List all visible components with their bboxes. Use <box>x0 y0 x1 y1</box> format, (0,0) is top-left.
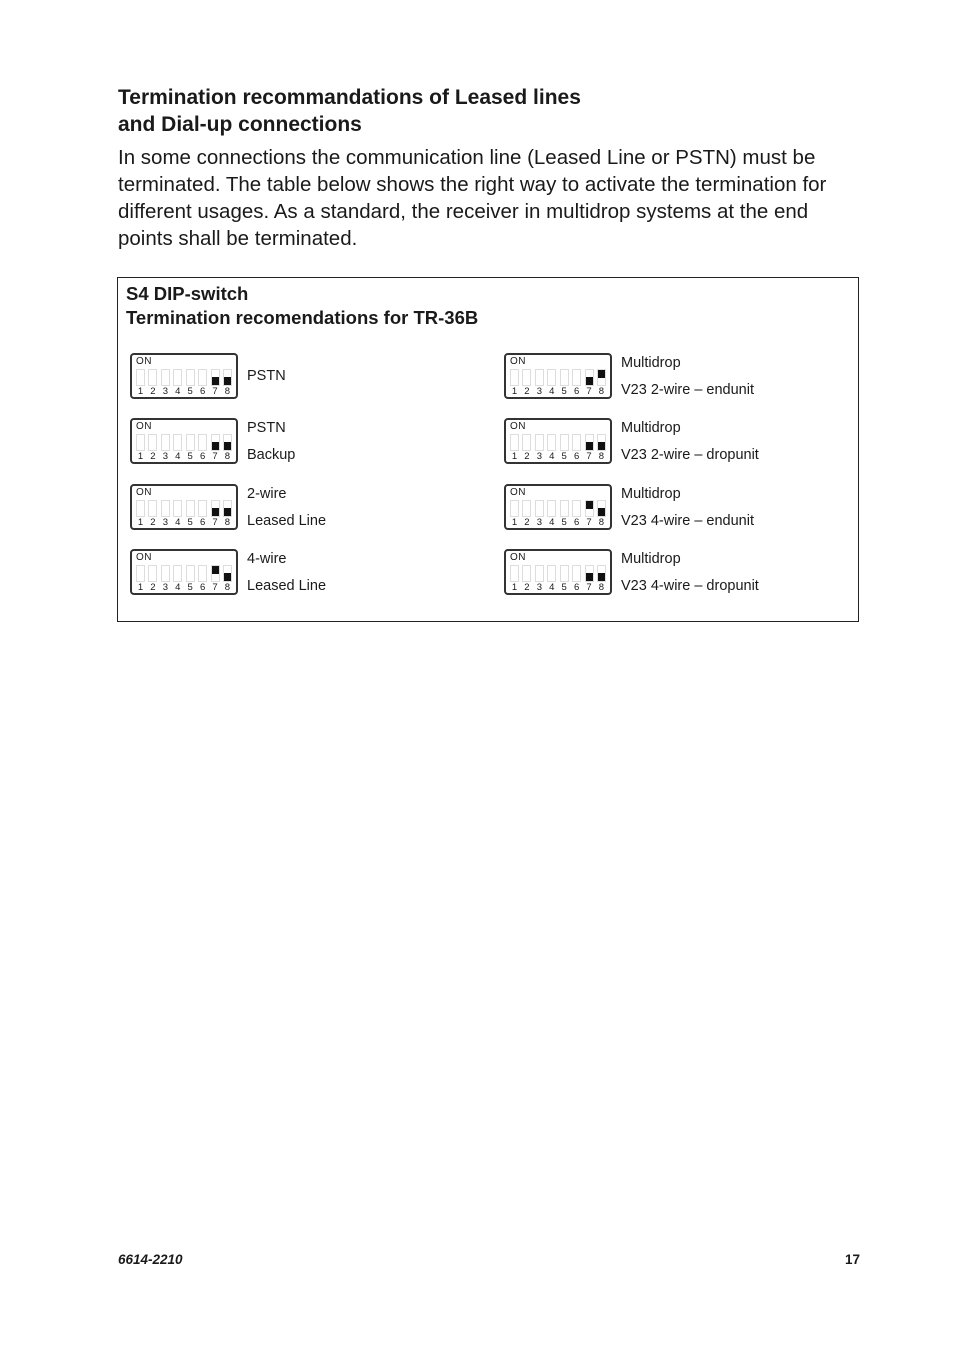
switch-knob <box>224 573 231 581</box>
switch-knob <box>224 508 231 516</box>
entry-label: Multidrop <box>621 551 681 567</box>
switch-on-label: ON <box>136 421 152 432</box>
switch-number: 1 <box>511 517 518 528</box>
entry-sublabel: V23 4-wire – dropunit <box>621 578 759 594</box>
entry-label: 2-wire <box>247 486 287 502</box>
entry-label: 4-wire <box>247 551 287 567</box>
switch-on-label: ON <box>136 356 152 367</box>
switch-number: 6 <box>573 386 580 397</box>
switch-number: 1 <box>137 517 144 528</box>
page-heading <box>118 84 581 138</box>
switch-slot <box>173 434 182 451</box>
switch-number: 3 <box>162 582 168 593</box>
switch-slot <box>535 369 544 386</box>
switch-slot <box>585 565 594 582</box>
switch-knob <box>586 442 593 450</box>
switch-number: 3 <box>162 386 168 397</box>
switch-number: 2 <box>150 517 156 528</box>
switch-number: 2 <box>524 582 530 593</box>
switch-number: 4 <box>549 582 555 593</box>
heading-line-2: and Dial-up connections <box>118 113 362 136</box>
switch-slot <box>198 500 207 517</box>
entry-label: Multidrop <box>621 486 681 502</box>
switch-number: 7 <box>212 451 218 462</box>
switch-slot <box>572 500 581 517</box>
switch-slot <box>522 565 531 582</box>
switch-slot <box>211 500 220 517</box>
dip-switch-diagram <box>504 549 612 595</box>
switch-number: 6 <box>199 451 206 462</box>
entry-label: PSTN <box>247 420 286 436</box>
switch-number: 1 <box>511 386 518 397</box>
switch-slot <box>560 369 569 386</box>
switch-entry <box>504 353 844 405</box>
switch-slot <box>572 565 581 582</box>
switch-number: 3 <box>536 582 542 593</box>
switch-number: 2 <box>524 517 530 528</box>
page-number: 17 <box>844 1252 860 1267</box>
switch-slot <box>148 500 157 517</box>
document-number: 6614-2210 <box>118 1252 183 1267</box>
switch-slot <box>161 369 170 386</box>
switch-entry <box>130 353 470 405</box>
switch-slot <box>223 500 232 517</box>
switch-number: 6 <box>573 451 580 462</box>
switch-slot <box>211 434 220 451</box>
switch-slot <box>585 434 594 451</box>
switch-number: 5 <box>187 582 193 593</box>
switch-slot <box>186 565 195 582</box>
switch-entry <box>504 418 844 470</box>
switch-entry <box>504 484 844 536</box>
switch-number: 3 <box>536 386 542 397</box>
switch-number: 8 <box>224 386 231 397</box>
switch-slot <box>560 434 569 451</box>
switch-number: 8 <box>598 517 605 528</box>
switch-number: 1 <box>137 582 144 593</box>
switch-number: 8 <box>598 582 605 593</box>
switch-knob <box>586 501 593 509</box>
switch-knob <box>212 377 219 385</box>
switch-knob <box>212 508 219 516</box>
switch-knob <box>224 377 231 385</box>
intro-paragraph: In some connections the communication line (Leased Line or PSTN) must be terminated. The table below shows the right way to activate the termination for different usages. As a standard, the receiver in multidrop systems at the end points shall be terminated. <box>118 146 827 250</box>
switch-slot <box>148 434 157 451</box>
switch-slot <box>136 434 145 451</box>
entry-sublabel: V23 2-wire – endunit <box>621 382 754 398</box>
switch-entry <box>504 549 844 601</box>
switch-slot <box>186 434 195 451</box>
switch-knob <box>212 442 219 450</box>
switch-slot <box>161 565 170 582</box>
dip-switch-diagram <box>504 484 612 530</box>
entry-label: Multidrop <box>621 355 681 371</box>
switch-number: 4 <box>175 517 181 528</box>
switch-slot <box>161 434 170 451</box>
switch-number: 7 <box>586 451 592 462</box>
dip-switch-diagram <box>130 353 238 399</box>
switch-slot <box>560 500 569 517</box>
switch-slot <box>148 565 157 582</box>
switch-knob <box>598 442 605 450</box>
switch-number: 8 <box>224 517 231 528</box>
switch-number: 8 <box>224 582 231 593</box>
switch-number: 4 <box>549 517 555 528</box>
switch-knob <box>212 566 219 574</box>
switch-number: 4 <box>175 386 181 397</box>
switch-number: 5 <box>187 451 193 462</box>
switch-slot <box>136 565 145 582</box>
switch-number: 5 <box>187 386 193 397</box>
switch-slot <box>535 500 544 517</box>
switch-number: 8 <box>598 451 605 462</box>
switch-number: 5 <box>561 582 567 593</box>
switch-number: 1 <box>137 451 144 462</box>
switch-slot <box>173 565 182 582</box>
switch-slot <box>186 369 195 386</box>
switch-number: 5 <box>561 451 567 462</box>
switch-slot <box>560 565 569 582</box>
dip-switch-diagram <box>130 418 238 464</box>
switch-slot <box>198 369 207 386</box>
switch-slot <box>522 434 531 451</box>
switch-slot <box>148 369 157 386</box>
switch-slot <box>535 565 544 582</box>
switch-knob <box>224 442 231 450</box>
switch-number: 8 <box>224 451 231 462</box>
switch-slot <box>510 434 519 451</box>
entry-label: Multidrop <box>621 420 681 436</box>
switch-knob <box>598 573 605 581</box>
dip-switch-diagram <box>130 549 238 595</box>
switch-number: 7 <box>212 582 218 593</box>
switch-slot <box>161 500 170 517</box>
entry-label: PSTN <box>247 368 286 384</box>
switch-number: 4 <box>549 386 555 397</box>
switch-number: 2 <box>150 386 156 397</box>
switch-slot <box>223 434 232 451</box>
switch-number: 7 <box>212 386 218 397</box>
switch-slot <box>186 500 195 517</box>
switch-number: 2 <box>150 451 156 462</box>
switch-slot <box>572 369 581 386</box>
switch-slot <box>173 500 182 517</box>
switch-slot <box>535 434 544 451</box>
switch-knob <box>598 508 605 516</box>
switch-slot <box>597 565 606 582</box>
switch-number: 6 <box>199 517 206 528</box>
switch-number: 2 <box>150 582 156 593</box>
switch-slot <box>547 369 556 386</box>
switch-slot <box>585 500 594 517</box>
switch-slot <box>597 369 606 386</box>
switch-slot <box>173 369 182 386</box>
table-title-line-1: S4 DIP-switch <box>126 283 249 304</box>
dip-switch-diagram <box>504 418 612 464</box>
entry-sublabel: Backup <box>247 447 296 463</box>
switch-slot <box>597 500 606 517</box>
switch-slot <box>585 369 594 386</box>
switch-number: 6 <box>199 582 206 593</box>
switch-number: 7 <box>586 582 592 593</box>
switch-entry <box>130 418 470 470</box>
switch-number: 6 <box>573 517 580 528</box>
switch-slot <box>136 369 145 386</box>
switch-on-label: ON <box>510 356 526 367</box>
dip-switch-diagram <box>504 353 612 399</box>
switch-on-label: ON <box>136 552 152 563</box>
switch-number: 7 <box>586 517 592 528</box>
switch-knob <box>586 573 593 581</box>
switch-entry <box>130 549 470 601</box>
switch-slot <box>547 500 556 517</box>
switch-number: 5 <box>187 517 193 528</box>
entry-sublabel: Leased Line <box>247 578 327 594</box>
dip-switch-table <box>117 277 859 622</box>
switch-slot <box>522 500 531 517</box>
switch-slot <box>198 565 207 582</box>
switch-number: 3 <box>536 517 542 528</box>
switch-number: 1 <box>511 582 518 593</box>
switch-slot <box>510 565 519 582</box>
switch-slot <box>136 500 145 517</box>
switch-on-label: ON <box>510 421 526 432</box>
heading-line-1: Termination recommandations of Leased lines <box>118 86 581 109</box>
switch-slot <box>597 434 606 451</box>
table-title <box>126 282 478 330</box>
switch-slot <box>510 500 519 517</box>
switch-number: 4 <box>175 582 181 593</box>
switch-slot <box>572 434 581 451</box>
switch-slot <box>211 369 220 386</box>
switch-slot <box>522 369 531 386</box>
switch-number: 1 <box>137 386 144 397</box>
switch-number: 3 <box>536 451 542 462</box>
switch-slot <box>547 565 556 582</box>
switch-number: 6 <box>573 582 580 593</box>
switch-knob <box>586 377 593 385</box>
switch-slot <box>198 434 207 451</box>
switch-number: 3 <box>162 517 168 528</box>
switch-on-label: ON <box>136 487 152 498</box>
switch-number: 2 <box>524 386 530 397</box>
switch-number: 4 <box>549 451 555 462</box>
switch-number: 5 <box>561 386 567 397</box>
switch-number: 4 <box>175 451 181 462</box>
table-title-line-2: Termination recomendations for TR-36B <box>126 307 479 328</box>
switch-number: 2 <box>524 451 530 462</box>
entry-sublabel: V23 2-wire – dropunit <box>621 447 759 463</box>
switch-on-label: ON <box>510 487 526 498</box>
entry-sublabel: V23 4-wire – endunit <box>621 513 754 529</box>
switch-slot <box>211 565 220 582</box>
switch-slot <box>547 434 556 451</box>
switch-number: 3 <box>162 451 168 462</box>
switch-slot <box>510 369 519 386</box>
switch-number: 7 <box>212 517 218 528</box>
entry-sublabel: Leased Line <box>247 513 327 529</box>
switch-number: 6 <box>199 386 206 397</box>
switch-number: 1 <box>511 451 518 462</box>
switch-on-label: ON <box>510 552 526 563</box>
switch-number: 7 <box>586 386 592 397</box>
switch-number: 5 <box>561 517 567 528</box>
dip-switch-diagram <box>130 484 238 530</box>
switch-number: 8 <box>598 386 605 397</box>
switch-knob <box>598 370 605 378</box>
switch-entry <box>130 484 470 536</box>
switch-slot <box>223 369 232 386</box>
switch-slot <box>223 565 232 582</box>
